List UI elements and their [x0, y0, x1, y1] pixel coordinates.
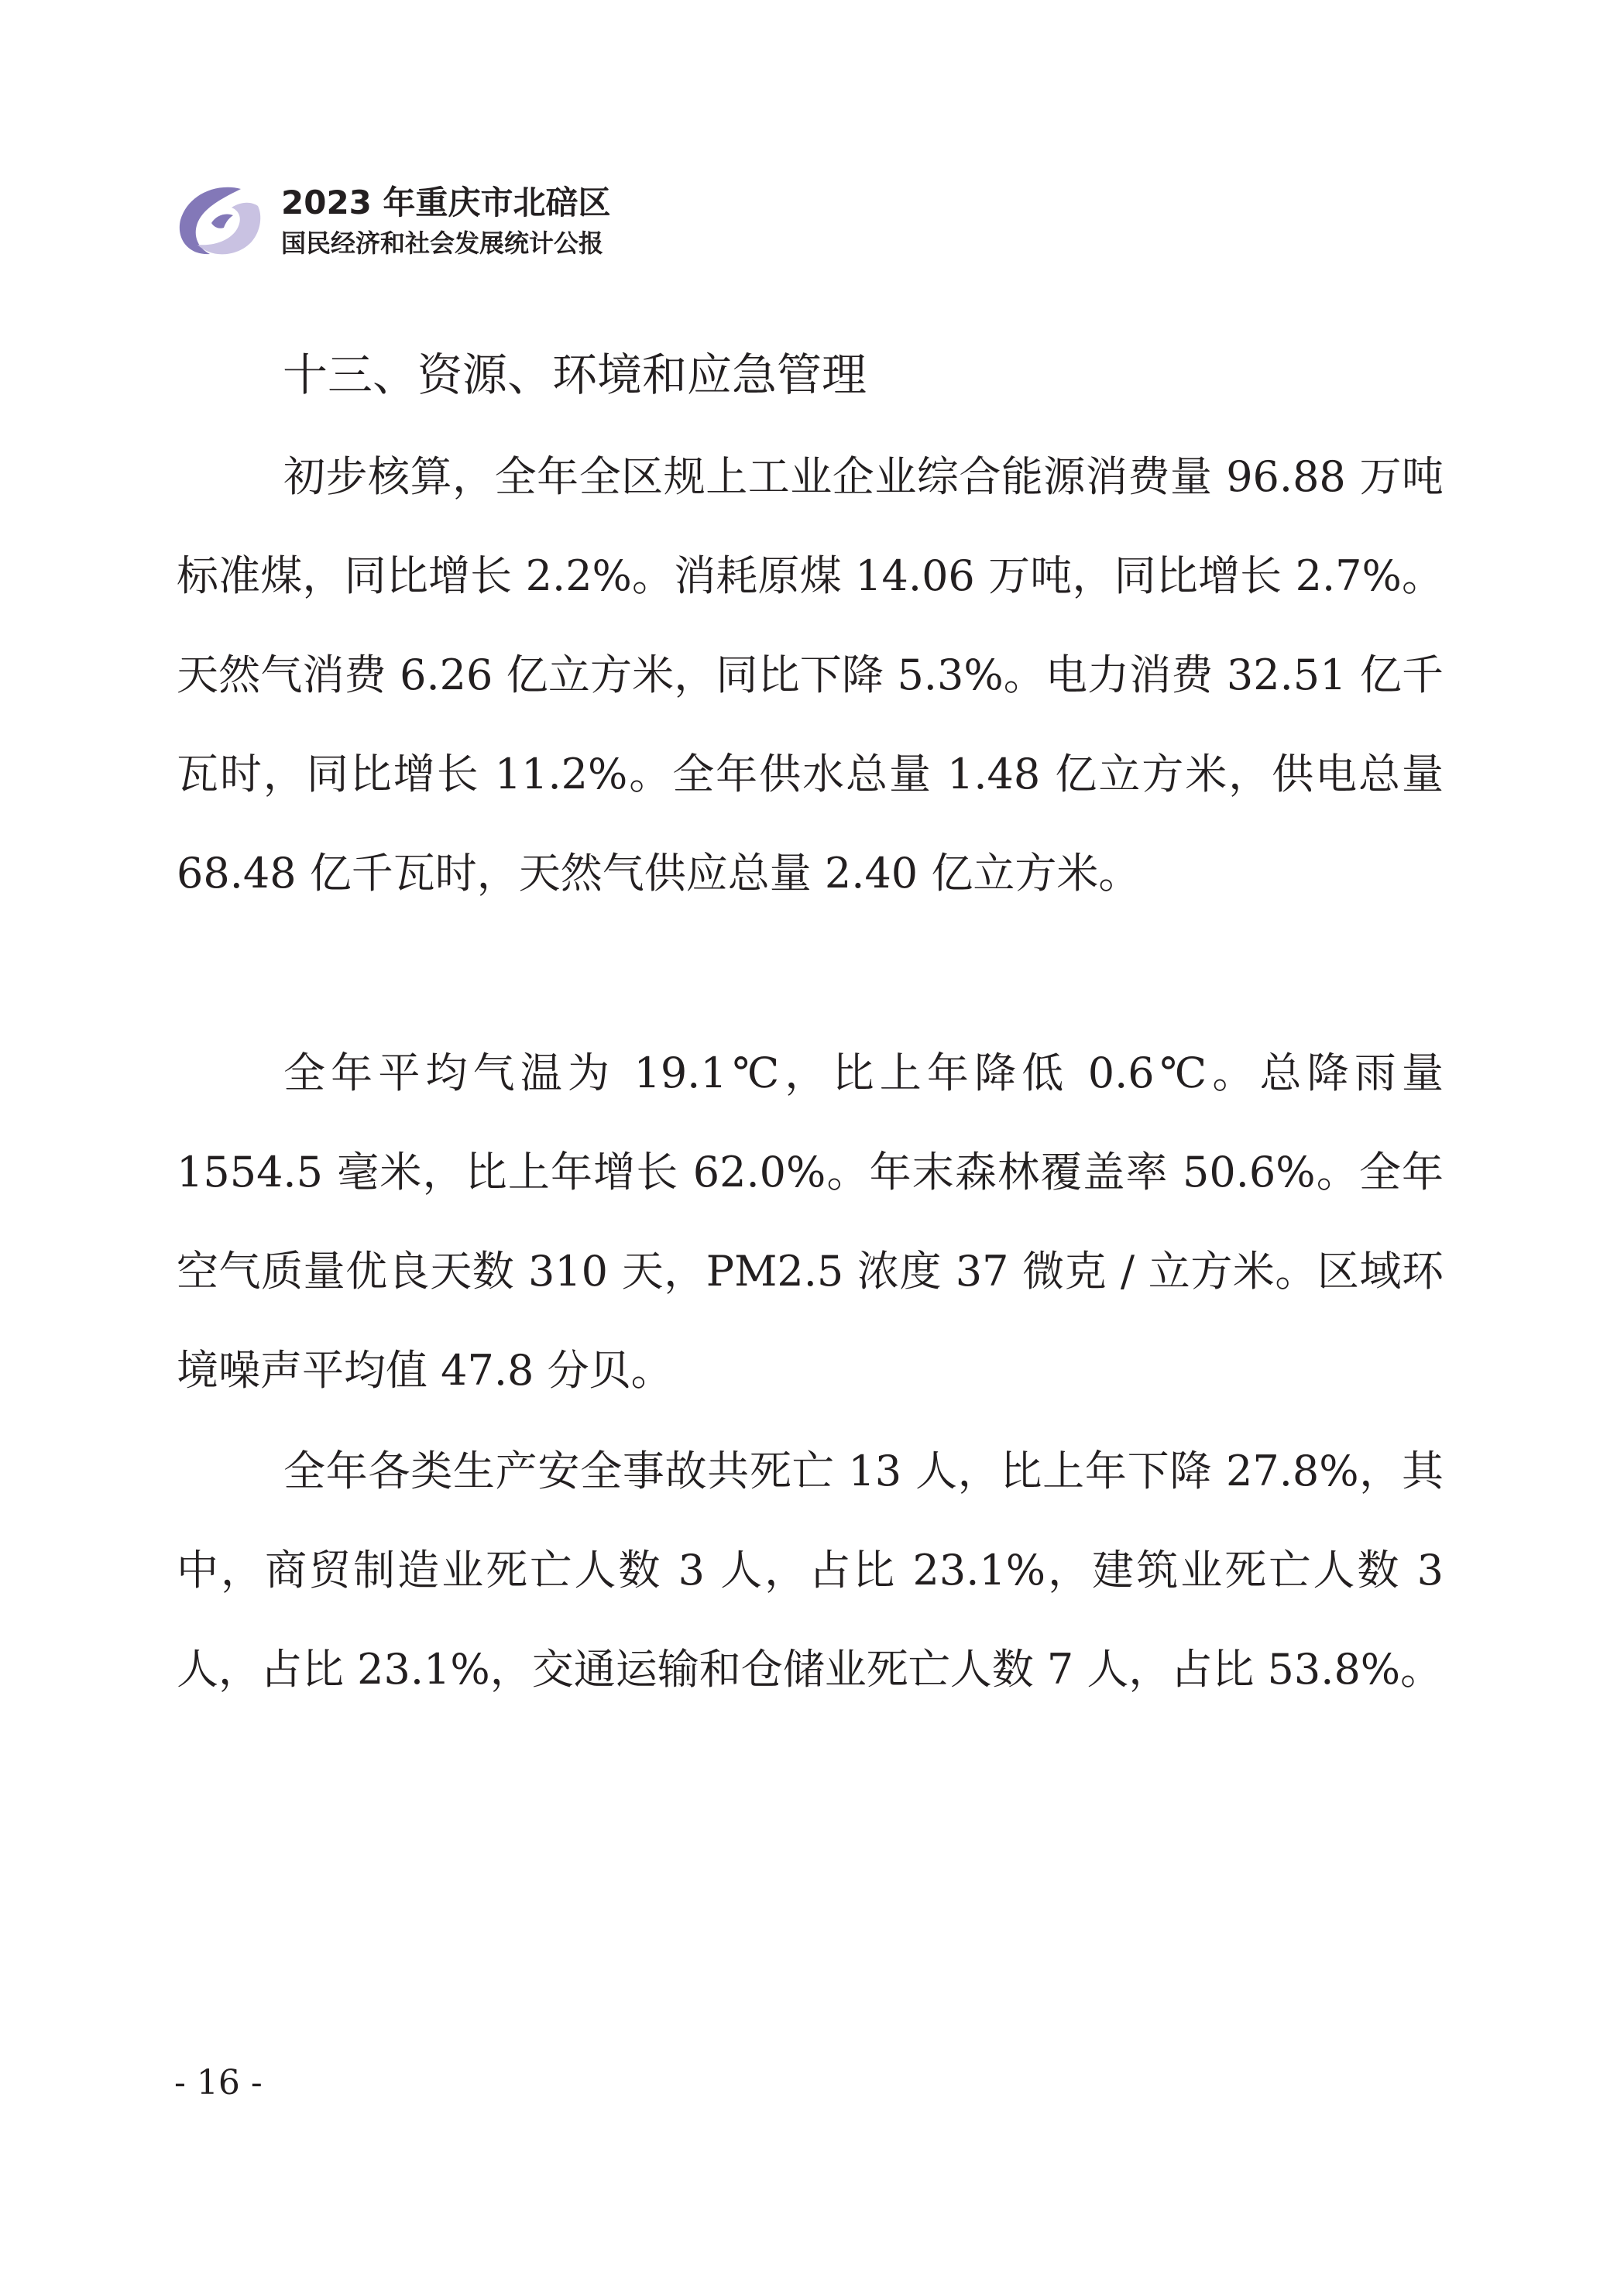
report-title-line1: 2023 年重庆市北碚区 — [281, 184, 611, 221]
paragraph-energy: 初步核算，全年全区规上工业企业综合能源消费量 96.88 万吨标准煤，同比增长 2.2%。消耗原煤 14.06 万吨，同比增长 2.7%。天然气消费 6.26 亿立方米，同比下降 5.3%。电力消费 32.51 亿千瓦时，同比增长 11.2%。全年供水总量 1.48 亿立方米，供电总量 68.48 亿千瓦时，天然气供应总量 2.40 亿立方米。 — [177, 452, 1444, 898]
logo-swirl-center — [211, 214, 233, 228]
logo-swirl-inner — [197, 203, 260, 255]
section-title: 十三、资源、环境和应急管理 — [283, 348, 867, 401]
logo-graphic — [174, 180, 266, 266]
report-title — [281, 181, 611, 262]
stats-bureau-logo-icon — [174, 180, 266, 266]
page-number: - 16 - — [174, 2063, 263, 2103]
report-header — [174, 177, 763, 269]
paragraph-environment: 全年平均气温为 19.1℃，比上年降低 0.6℃。总降雨量 1554.5 毫米，比上年增长 62.0%。年末森林覆盖率 50.6%。全年空气质量优良天数 310 天，PM2.5 浓度 37 微克 / 立方米。区域环境噪声平均值 47.8 分贝。 — [177, 1049, 1444, 1395]
paragraph-safety: 全年各类生产安全事故共死亡 13 人，比上年下降 27.8%，其中，商贸制造业死亡人数 3 人，占比 23.1%，建筑业死亡人数 3 人，占比 23.1%，交通运输和仓储业死亡人数 7 人，占比 53.8%。 — [177, 1447, 1444, 1694]
report-title-line2: 国民经济和社会发展统计公报 — [281, 228, 604, 258]
